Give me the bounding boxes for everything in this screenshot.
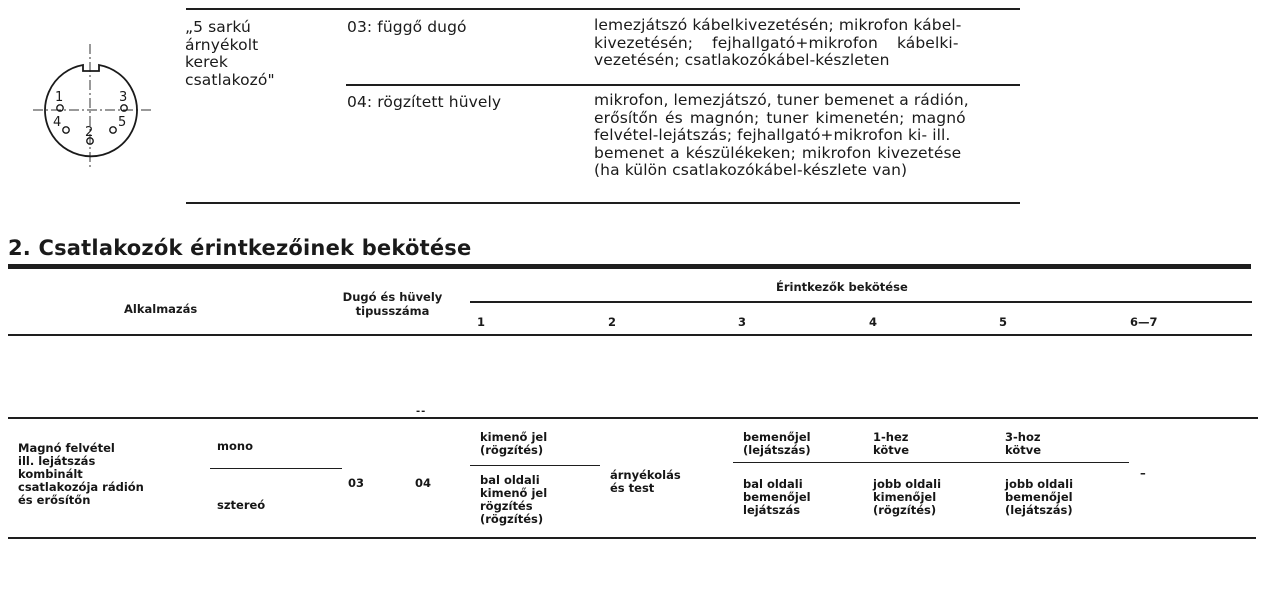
mono-contact-1: kimenő jel (rögzítés) [480,430,548,457]
pin-label-2: 2 [85,125,94,140]
stereo-contact-3: bal oldali bemenőjel lejátszás [743,477,811,517]
usage-line: vezetésén; csatlakozókábel-készleten [594,51,890,69]
socket-type: 04 [415,476,432,490]
top-table-row-divider [346,84,1020,86]
pin-5 [110,127,116,133]
contact-6-7: – [1140,466,1146,480]
mode-stereo: sztereó [217,498,266,512]
header-contact-3: 3 [738,315,747,329]
header-type-number [330,290,455,318]
mode-divider [210,468,342,469]
stereo-contact-5: jobb oldali bemenőjel (lejátszás) [1005,477,1074,517]
header-contacts-group: Érintkezők bekötése [776,280,908,294]
row-usage-03 [594,17,1020,70]
header-contact-5: 5 [999,315,1008,329]
header-type-number-line2: tipusszáma [355,304,430,318]
pin-label-3: 3 [119,90,128,105]
pin-label-5: 5 [118,115,127,130]
row-type-03: 03: függő dugó [347,18,467,36]
mode-mono: mono [217,439,253,453]
connector-name: „5 sarkú árnyékolt kerek csatlakozó" [185,18,275,89]
row-application: Magnó felvétel ill. lejátszás kombinált csatlakozója rádión és erősítőn [18,441,144,507]
contact-2: árnyékolás és test [610,468,681,495]
pin-4 [63,127,69,133]
section-heading: 2. Csatlakozók érintkezőinek bekötése [8,236,472,260]
contact-1-divider [470,465,600,466]
pin-label-1: 1 [55,90,64,105]
top-table-top-rule [186,8,1020,10]
body-top-rule [8,417,1258,419]
stereo-contact-1: bal oldali kimenő jel rögzítés (rögzítés) [480,473,548,526]
usage-line: felvétel-lejátszás; fejhallgató+mikrofon ki- ill. [594,126,951,144]
header-contact-1: 1 [477,315,486,329]
stereo-contact-4: jobb oldali kimenőjel (rögzítés) [873,477,942,517]
header-contact-2: 2 [608,315,617,329]
contacts-3-5-divider [733,462,1129,463]
din-5-pin-connector-diagram [28,44,156,170]
row-type-04: 04: rögzített hüvely [347,93,502,111]
usage-line: erősítőn és magnón; tuner kimenetén; magnó [594,108,966,127]
pin-label-4: 4 [53,115,62,130]
mono-contact-3: bemenőjel (lejátszás) [743,430,811,457]
plug-type: 03 [348,476,365,490]
header-contact-6-7: 6—7 [1130,315,1158,329]
mono-contact-5: 3-hoz kötve [1005,430,1042,457]
usage-line: (ha külön csatlakozókábel-készlete van) [594,161,908,179]
usage-line: bemenet a készülékeken; mikrofon kivezetése [594,143,962,162]
mono-contact-4: 1-hez kötve [873,430,910,457]
header-contact-4: 4 [869,315,878,329]
row-usage-04 [594,92,1022,180]
usage-line: lemezjátszó kábelkivezetésén; mikrofon kábel- [594,16,962,34]
header-bottom-rule [8,334,1252,336]
header-application: Alkalmazás [124,302,198,316]
separator-mark: -- [416,406,427,417]
usage-line: kivezetésén; fejhallgató+mikrofon kábelki- [594,33,959,52]
header-contacts-rule [470,301,1252,303]
section-heading-rule [8,264,1251,269]
body-bottom-rule [8,537,1256,539]
usage-line: mikrofon, lemezjátszó, tuner bemenet a rádión, [594,91,969,109]
header-type-number-line1: Dugó és hüvely [342,290,443,304]
top-table-bottom-rule [186,202,1020,204]
